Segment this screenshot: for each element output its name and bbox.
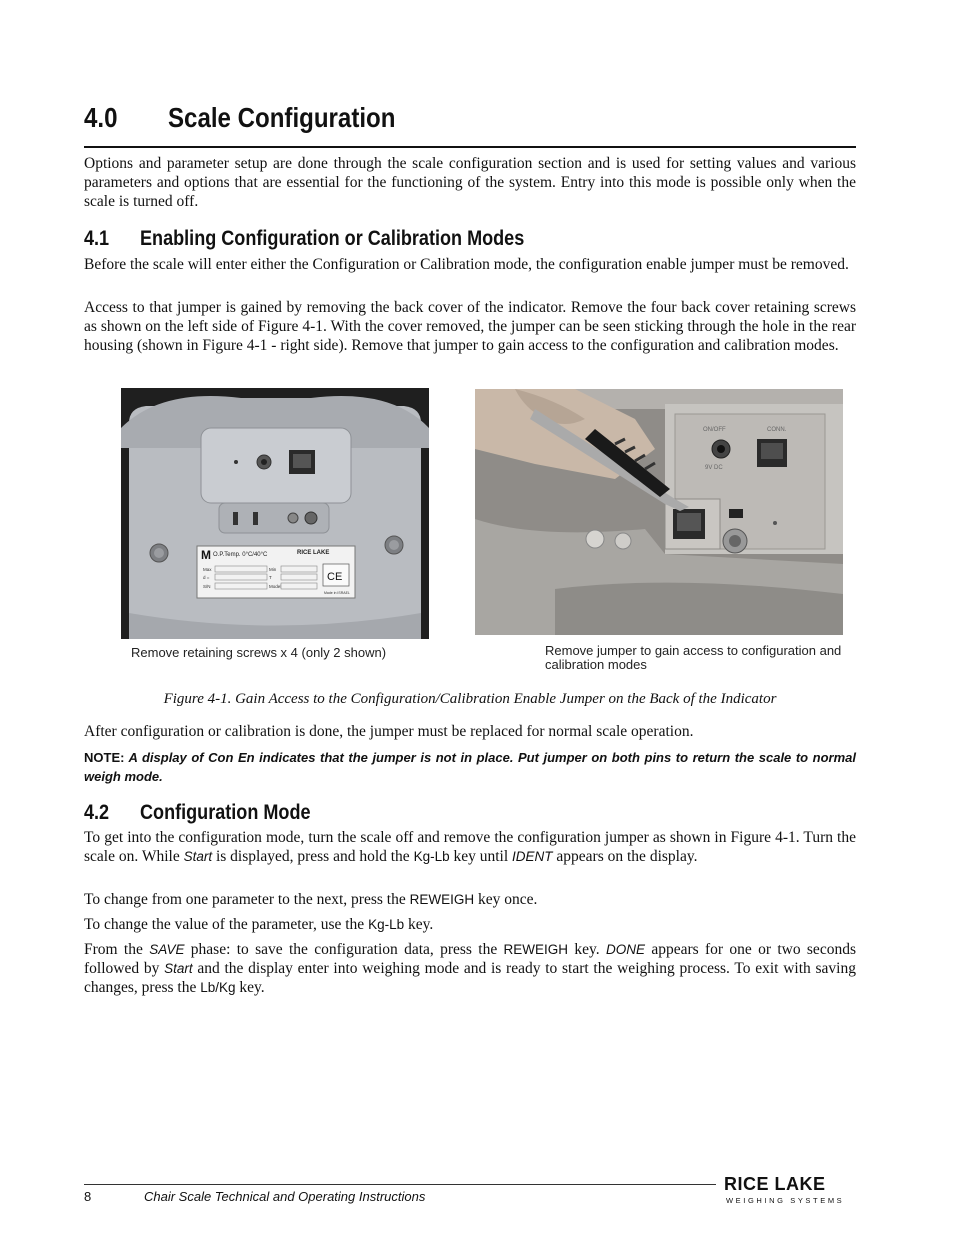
- subsection-heading-4-1: [84, 227, 856, 253]
- logo-brand: RICE LAKE: [724, 1174, 826, 1194]
- section-heading: [84, 100, 856, 148]
- label-ce: CE: [327, 571, 343, 583]
- photo-jumper: [475, 389, 843, 635]
- section-title: Scale Configuration: [168, 102, 396, 133]
- paragraph-save-phase: [84, 940, 856, 997]
- footer-title: Chair Scale Technical and Operating Instructions: [144, 1189, 426, 1204]
- text-run: From the: [84, 941, 150, 958]
- paragraph-next-parameter: [84, 890, 856, 909]
- label-sn: S/N: [203, 584, 211, 589]
- text-run: key once.: [474, 891, 538, 908]
- key-reweigh: REWEIGH: [503, 942, 569, 957]
- subsection-number: 4.2: [84, 801, 110, 824]
- key-reweigh: REWEIGH: [409, 892, 475, 907]
- rice-lake-logo: [724, 1172, 854, 1212]
- paragraph-after-config: After configuration or calibration is done, the jumper must be replaced for normal scale operation.: [84, 723, 694, 740]
- port-dc-label: 9V DC: [705, 465, 723, 471]
- subsection-title: Enabling Configuration or Calibration Modes: [140, 227, 525, 250]
- caption-left-photo: Remove retaining screws x 4 (only 2 shown): [131, 645, 387, 660]
- text-run: is displayed, press and hold the: [212, 848, 414, 865]
- port-conn-label: CONN.: [767, 427, 787, 433]
- text-run: To change the value of the parameter, use the: [84, 916, 369, 933]
- key-lb-kg: Lb/Kg: [200, 980, 236, 995]
- note-block: [84, 748, 856, 786]
- subsection-heading-4-2: [84, 801, 856, 827]
- intro-paragraph: Options and parameter setup are done through the scale configuration section and is used for setting values and various parameters and options that are essential for the functioning of the system. Entry into this mode is possible only when the scale is turned off.: [84, 155, 856, 210]
- display-save: SAVE: [149, 942, 185, 957]
- subsection-title: Configuration Mode: [140, 801, 311, 824]
- display-done: DONE: [605, 942, 645, 957]
- text-run: key until: [449, 848, 513, 865]
- label-made: Made in ISRAEL: [324, 591, 350, 595]
- label-model: Model: [269, 584, 282, 589]
- paragraph-access-jumper: Access to that jumper is gained by removing the back cover of the indicator. Remove the four back cover retaining screws as shown on the left side of Figure 4-1. With the cover removed, the jumper can be seen sticking through the hole in the rear housing (shown in Figure 4-1 - right side). Remove that jumper to gain access to the configuration and calibration modes.: [84, 299, 856, 354]
- text-run: and the display enter into weighing mode and is ready to start the weighing process. To exit with saving changes, press the: [84, 960, 856, 996]
- logo-subtitle: WEIGHING SYSTEMS: [726, 1196, 845, 1205]
- text-run: phase: to save the configuration data, press the: [184, 941, 504, 958]
- page-number: 8: [84, 1189, 92, 1204]
- caption-right-photo: Remove jumper to gain access to configuration and calibration modes: [545, 643, 842, 672]
- note-label: NOTE:: [84, 750, 125, 765]
- display-start: Start: [183, 849, 213, 864]
- key-kg-lb: Kg-Lb: [368, 917, 405, 932]
- text-run: appears on the display.: [552, 848, 698, 865]
- text-run: To change from one parameter to the next, press the: [84, 891, 410, 908]
- note-text: A display of Con En indicates that the jumper is not in place. Put jumper on both pins to return the scale to normal weigh mode.: [84, 750, 856, 784]
- paragraph-jumper-removed: Before the scale will enter either the Configuration or Calibration mode, the configuration enable jumper must be removed.: [84, 256, 849, 273]
- label-t: T: [269, 575, 272, 580]
- footer-rule: [84, 1184, 716, 1185]
- display-start: Start: [164, 961, 193, 976]
- text-run: key.: [235, 979, 265, 996]
- label-max: Max: [203, 567, 212, 572]
- paragraph-enter-config: [84, 828, 856, 866]
- section-number: 4.0: [84, 102, 118, 133]
- figure-caption: Figure 4-1. Gain Access to the Configuration/Calibration Enable Jumper on the Back of the Indicator: [163, 691, 777, 707]
- text-run: appears for one or two seconds followed by: [84, 941, 856, 977]
- text-run: To get into the configuration mode, turn the scale off and remove the configuration jumper as shown in Figure 4-1. Turn the scale on. While: [84, 829, 856, 865]
- key-kg-lb: Kg-Lb: [413, 849, 450, 864]
- svg-text:ON/OFF: ON/OFF: [703, 427, 726, 433]
- label-min: Min: [269, 567, 277, 572]
- subsection-number: 4.1: [84, 227, 110, 250]
- label-temp: O.P.Temp. 0°C/40°C: [213, 552, 268, 558]
- text-run: key.: [568, 941, 606, 958]
- label-d: d =: [203, 575, 210, 580]
- label-m: M: [201, 548, 211, 562]
- photo-back-cover: [121, 388, 429, 639]
- paragraph-change-value: [84, 915, 856, 934]
- display-ident: IDENT: [512, 849, 553, 864]
- text-run: key.: [404, 916, 434, 933]
- label-brand: RICE LAKE: [297, 550, 330, 556]
